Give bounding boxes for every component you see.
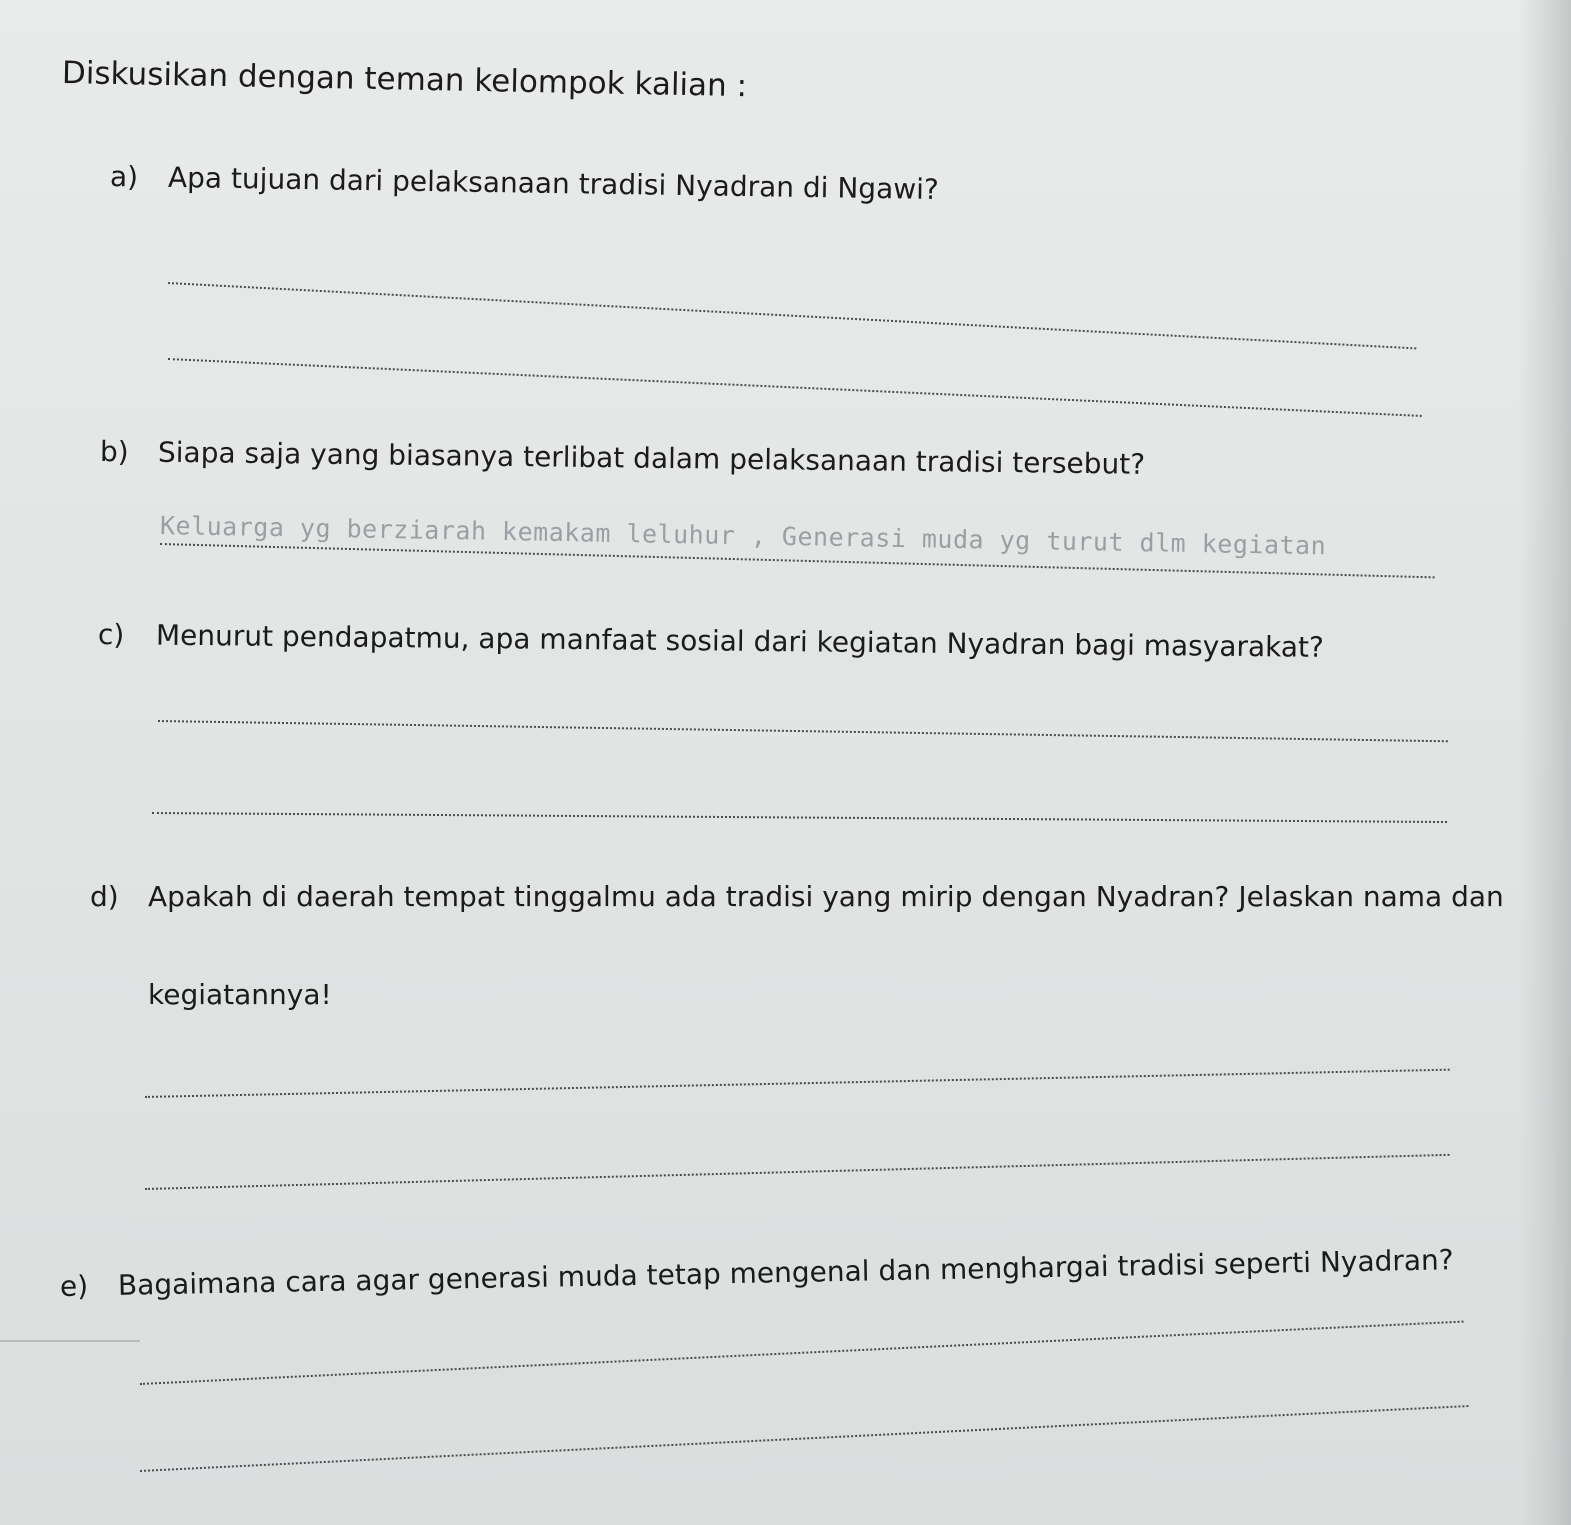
answer-line-d-2[interactable]	[145, 1154, 1450, 1190]
question-c	[98, 618, 1324, 665]
answer-line-e-1[interactable]	[140, 1321, 1464, 1385]
question-a-text: Apa tujuan dari pelaksanaan tradisi Nyadran di Ngawi?	[167, 160, 940, 207]
question-e-marker: e)	[59, 1269, 89, 1303]
question-d-continuation: kegiatannya!	[148, 978, 332, 1011]
handwritten-answer-b: Keluarga yg berziarah kemakam leluhur , Generasi muda yg turut dlm kegiatan	[159, 511, 1327, 561]
answer-line-a-2[interactable]	[168, 358, 1422, 417]
worksheet-heading: Diskusikan dengan teman kelompok kalian :	[61, 55, 748, 105]
question-a	[110, 160, 939, 207]
question-e	[60, 1243, 1454, 1304]
question-b	[100, 435, 1146, 482]
question-e-text: Bagaimana cara agar generasi muda tetap mengenal dan menghargai tradisi seperti Nyadran?	[117, 1243, 1454, 1302]
answer-line-d-1[interactable]	[145, 1069, 1450, 1098]
question-b-marker: b)	[99, 435, 129, 469]
question-c-marker: c)	[97, 618, 125, 652]
question-b-text: Siapa saja yang biasanya terlibat dalam pelaksanaan tradisi tersebut?	[157, 435, 1146, 481]
question-a-marker: a)	[109, 160, 139, 194]
question-d-marker: d)	[90, 880, 119, 913]
answer-line-a-1[interactable]	[168, 282, 1416, 349]
answer-line-e-2[interactable]	[140, 1405, 1469, 1472]
paper-fold	[0, 1340, 140, 1342]
paper-edge-shadow	[1519, 0, 1571, 1525]
question-d	[90, 880, 1504, 914]
question-c-text: Menurut pendapatmu, apa manfaat sosial dari kegiatan Nyadran bagi masyarakat?	[155, 618, 1325, 664]
question-d-text: Apakah di daerah tempat tinggalmu ada tradisi yang mirip dengan Nyadran? Jelaskan nama dan	[148, 880, 1504, 913]
answer-line-c-1[interactable]	[158, 720, 1448, 742]
answer-line-c-2[interactable]	[152, 812, 1447, 823]
